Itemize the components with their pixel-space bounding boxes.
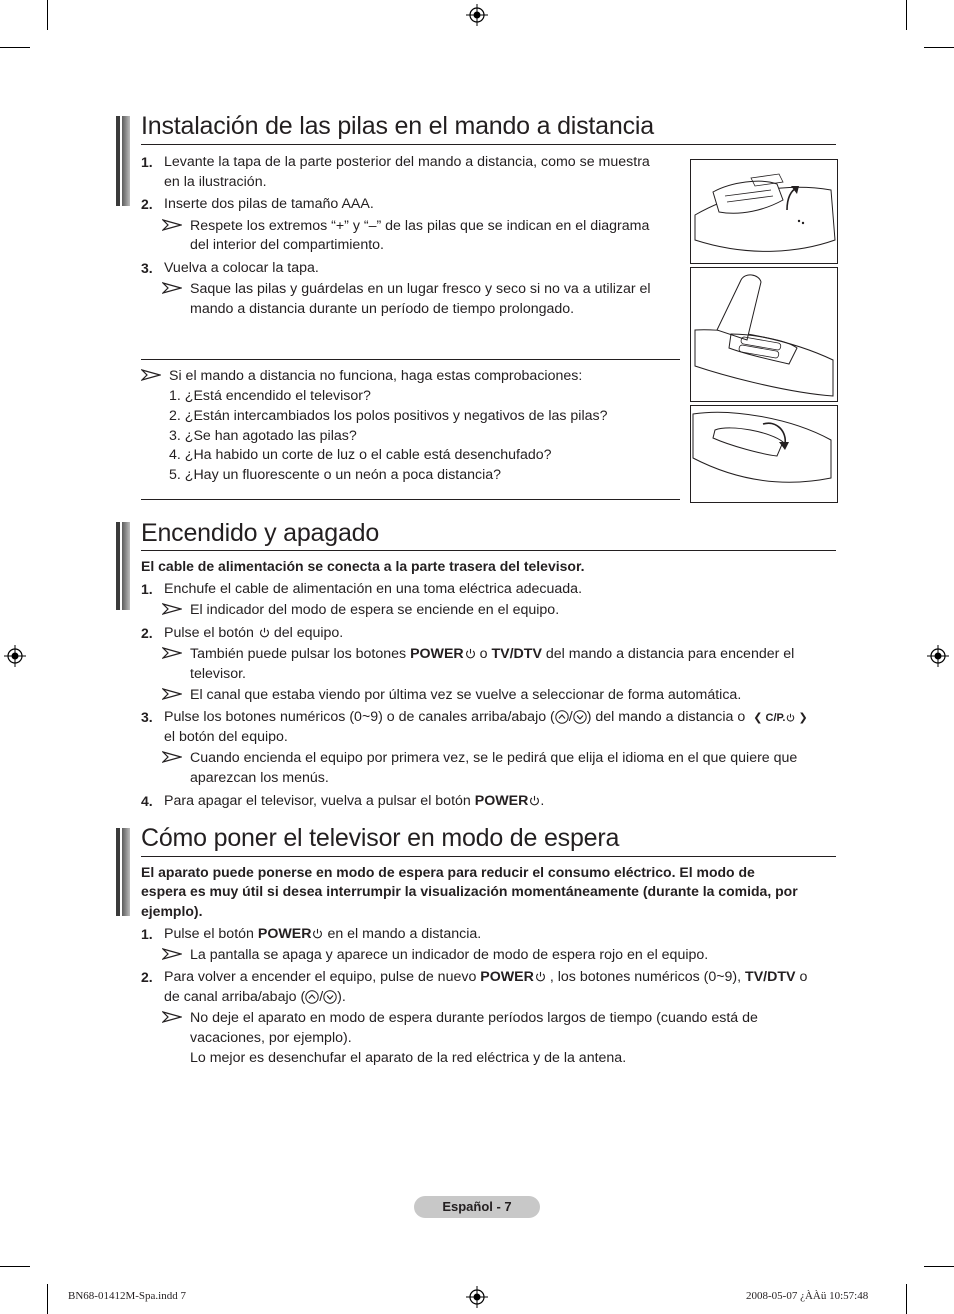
step-text-part: de canal arriba/abajo ( [164, 989, 306, 1005]
crop-mark [906, 0, 907, 30]
step-number: 2. [141, 969, 153, 985]
note-text: El canal que estaba viendo por última vez se vuelve a seleccionar de forma automática. [190, 687, 742, 703]
step-text-part: Pulse los botones numéricos (0~9) o de canales arriba/abajo ( [164, 709, 555, 725]
note-text-part: También puede pulsar los botones [190, 646, 407, 662]
step-number: 4. [141, 793, 153, 809]
step-number: 2. [141, 196, 153, 212]
remote-illustration-open-cover [690, 159, 838, 264]
step-text: Levante la tapa de la parte posterior del mando a distancia, como se muestra [164, 154, 650, 170]
section-intro: El cable de alimentación se conecta a la parte trasera del televisor. [141, 558, 585, 574]
step-text-part: / [568, 709, 573, 725]
step-text-part: Para volver a encender el equipo, pulse de nuevo [164, 969, 477, 985]
note-arrow-icon [162, 1011, 182, 1023]
step-text [164, 707, 808, 728]
power-icon [259, 627, 270, 638]
crop-mark [906, 1284, 907, 1314]
step-text-part: ) del mando a distancia o [586, 709, 746, 725]
power-label: POWER [410, 646, 464, 662]
note-arrow-icon [162, 948, 182, 960]
power-label: POWER [474, 793, 529, 809]
file-slug: BN68-01412M-Spa.indd 7 [68, 1290, 186, 1302]
note-text: Cuando encienda el equipo por primera vez, se le pedirá que elija el idioma en el que quiere que [190, 750, 798, 766]
channel-button-icon: ❮ C/P. ❯ [753, 712, 808, 724]
power-icon [535, 971, 546, 982]
section-intro: ejemplo). [141, 903, 203, 919]
step-text [164, 924, 481, 944]
step-text-part: del equipo. [273, 625, 344, 641]
check-item: 1. ¿Está encendido el televisor? [169, 388, 371, 404]
channel-down-icon [323, 990, 337, 1004]
note-text: Lo mejor es desenchufar el aparato de la red eléctrica y de la antena. [190, 1050, 627, 1066]
step-number: 2. [141, 625, 153, 641]
step-text-part: o [799, 969, 808, 985]
power-icon [312, 928, 323, 939]
note-arrow-icon [162, 751, 182, 763]
crop-mark [47, 1284, 48, 1314]
note-text: mando a distancia durante un período de tiempo prolongado. [190, 301, 575, 317]
note-arrow-icon [162, 647, 182, 659]
power-label: POWER [257, 926, 312, 942]
power-icon [465, 648, 476, 659]
section-intro: El aparato puede ponerse en modo de espera para reducir el consumo eléctrico. El modo de [141, 864, 755, 880]
channel-down-icon [573, 710, 587, 724]
section-title: Encendido y apagado [141, 519, 380, 547]
box-rule-bottom [141, 499, 680, 500]
title-rule [141, 550, 836, 551]
check-intro: Si el mando a distancia no funciona, haga estas comprobaciones: [169, 368, 583, 384]
crop-mark [924, 1266, 954, 1267]
note-text: vacaciones, por ejemplo). [190, 1030, 352, 1046]
crop-mark [0, 47, 30, 48]
note-arrow-icon [141, 369, 161, 381]
step-number: 1. [141, 154, 153, 170]
title-rule [141, 856, 836, 857]
check-item: 2. ¿Están intercambiados los polos positivos y negativos de las pilas? [169, 408, 608, 424]
note-text: El indicador del modo de espera se enciende en el equipo. [190, 602, 560, 618]
step-text-part: Para apagar el televisor, vuelva a pulsar el botón [164, 793, 471, 809]
note-text: La pantalla se apaga y aparece un indicador de modo de espera rojo en el equipo. [190, 947, 709, 963]
channel-up-icon [555, 710, 569, 724]
step-text: en la ilustración. [164, 174, 267, 190]
crop-mark [0, 1266, 30, 1267]
step-text-part: ). [337, 989, 346, 1005]
step-text: Vuelva a colocar la tapa. [164, 260, 319, 276]
step-text [164, 791, 544, 811]
remote-illustration-batteries [690, 267, 838, 402]
step-number: 3. [141, 709, 153, 725]
registration-mark-icon [927, 645, 949, 667]
step-text [164, 967, 807, 987]
step-text-part: en el mando a distancia. [327, 926, 482, 942]
check-item: 5. ¿Hay un fluorescente o un neón a poca distancia? [169, 467, 502, 483]
section-title: Instalación de las pilas en el mando a distancia [141, 112, 654, 140]
registration-mark-icon [4, 645, 26, 667]
section-title: Cómo poner el televisor en modo de espera [141, 824, 620, 852]
note-text-part: o [479, 646, 488, 662]
crop-mark [47, 0, 48, 30]
note-text: televisor. [190, 666, 246, 682]
step-number: 1. [141, 581, 153, 597]
check-item: 4. ¿Ha habido un corte de luz o el cable está desenchufado? [169, 447, 552, 463]
step-text-part: Pulse el botón [164, 625, 254, 641]
step-text-part: Pulse el botón [164, 926, 254, 942]
note-text: del interior del compartimiento. [190, 237, 384, 253]
registration-mark-icon [466, 4, 488, 26]
section-bar [116, 522, 130, 610]
section-intro: espera es muy útil si desea interrumpir la visualización momentáneamente (durante la comida, por [141, 883, 798, 899]
title-rule [141, 144, 836, 145]
section-bar [116, 116, 130, 206]
note-text: Saque las pilas y guárdelas en un lugar fresco y seco si no va a utilizar el [190, 281, 651, 297]
step-text-part: , los botones numéricos (0~9), [549, 969, 742, 985]
remote-illustration-close-cover [690, 405, 838, 503]
registration-mark-icon [466, 1286, 488, 1308]
step-text [164, 987, 346, 1007]
step-number: 3. [141, 260, 153, 276]
step-text-part: . [540, 793, 545, 809]
date-slug: 2008-05-07 ¿ÀÀü 10:57:48 [746, 1290, 869, 1302]
power-icon [529, 795, 540, 806]
step-text-part: / [319, 989, 324, 1005]
note-text-part: del mando a distancia para encender el [545, 646, 795, 662]
section-bar [116, 828, 130, 916]
power-label: POWER [480, 969, 534, 985]
note-text: No deje el aparato en modo de espera durante períodos largos de tiempo (cuando está de [190, 1010, 758, 1026]
step-text: el botón del equipo. [164, 729, 288, 745]
page-number-badge: Español - 7 [414, 1196, 540, 1218]
tvdtv-label: TV/DTV [745, 969, 796, 985]
note-arrow-icon [162, 688, 182, 700]
channel-up-icon [305, 990, 319, 1004]
note-arrow-icon [162, 603, 182, 615]
step-text [164, 623, 343, 643]
note-text: aparezcan los menús. [190, 770, 329, 786]
box-rule-top [141, 359, 680, 360]
step-text: Enchufe el cable de alimentación en una toma eléctrica adecuada. [164, 581, 583, 597]
tvdtv-label: TV/DTV [491, 646, 542, 662]
note-arrow-icon [162, 219, 182, 231]
step-text: Inserte dos pilas de tamaño AAA. [164, 196, 374, 212]
step-number: 1. [141, 926, 153, 942]
note-text: Respete los extremos “+” y “–” de las pilas que se indican en el diagrama [190, 218, 650, 234]
note-text [190, 644, 794, 664]
check-item: 3. ¿Se han agotado las pilas? [169, 428, 357, 444]
note-arrow-icon [162, 282, 182, 294]
crop-mark [924, 47, 954, 48]
